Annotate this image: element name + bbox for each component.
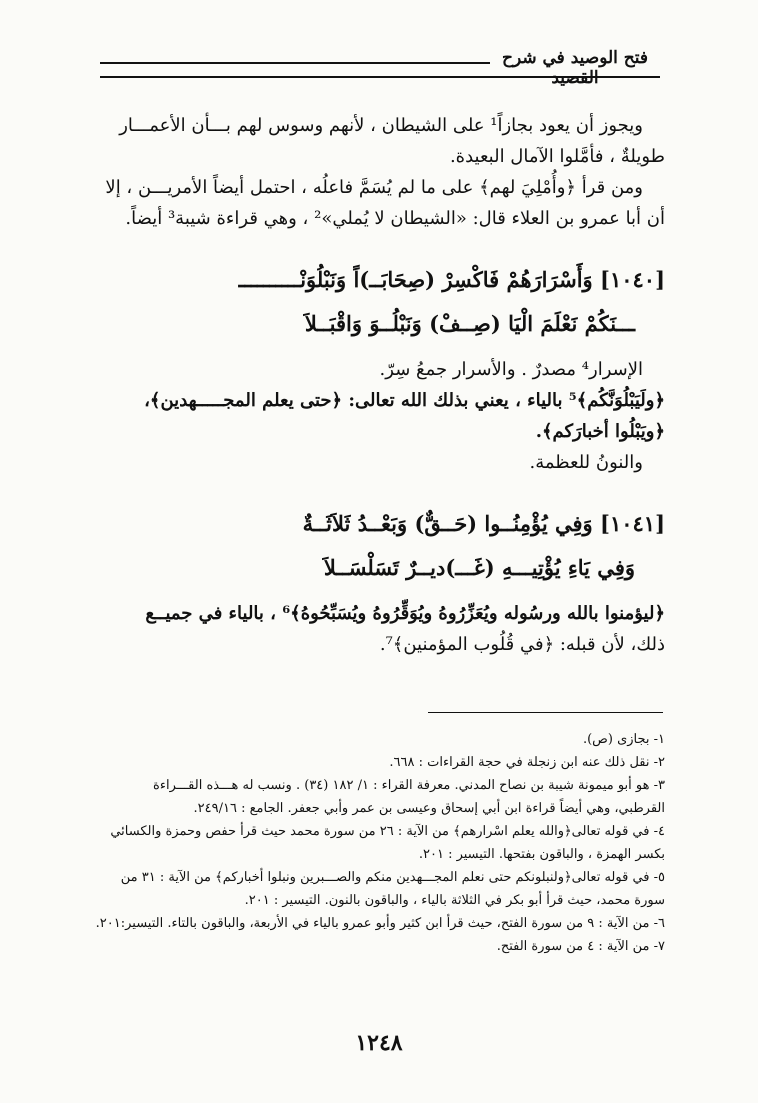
verse-1040-second-hemistich: ـــنَكُمْ نَعْلَمَ الْيَا (صِــفْ) وَنَبْلُــوَ وَاقْبَــلاَ (304, 311, 635, 336)
paragraph-line: طويلةٌ ، فأمَّلوا الآمال البعيدة. (449, 146, 665, 167)
header-rule-top (100, 62, 490, 64)
commentary-line: ذلك، لأن قبله: ﴿في قُلُوب المؤمنين﴾⁷. (379, 634, 665, 655)
verse-1040-first-hemistich: [١٠٤٠] وَأَسْرَارَهُمْ فَاكْسِرْ (صِحَابَــ)اً وَنَبْلُوَنْــــــــــ (238, 267, 665, 292)
commentary-line: والنونُ للعظمة. (529, 452, 643, 473)
footnote-line: القرطبي، وهي أيضاً قراءة ابن أبي إسحاق وعيسى بن عمر وأبي جعفر. الجامع : ٢٤٩/١٦. (193, 801, 665, 816)
footnote-line: سورة محمد، حيث قرأ أبو بكر في الثلاثة بالياء ، والباقون بالنون. التيسير : ٢٠١. (244, 893, 665, 908)
verse-1041-second-hemistich: وَفِي يَاءِ يُؤْتِيـــهِ (غَـــ)ديــرٌ تَسَلْسَــلاَ (323, 555, 635, 580)
footnote-line: بكسر الهمزة ، والباقون بفتحها. التيسير : ٢٠١. (418, 847, 665, 862)
commentary-line: ﴿ليؤمنوا بالله ورسُوله ويُعَزِّرُوهُ ويُوَقِّرُوهُ ويُسَبِّحُوهُ﴾⁶ ، بالياء في جميــع (145, 603, 665, 624)
commentary-line: ﴿ويَبْلُوا أخبارَكم﴾. (535, 421, 665, 442)
footnote-line: ٣- هو أبو ميمونة شيبة بن نصاح المدني. معرفة القراء : ١/ ١٨٢ (٣٤) . ونسب له هـــذه القـــراءة (153, 778, 665, 793)
footnote-line: ٦- من الآية : ٩ من سورة الفتح، حيث قرأ ابن كثير وأبو عمرو بالياء في الأربعة، والباقون بالتاء. التيسير:٢٠١. (95, 916, 665, 931)
paragraph-line: ومن قرأ ﴿وأُمْلِيَ لهم﴾ على ما لم يُسَمَّ فاعلُه ، احتمل أيضاً الأمريـــن ، إلا (105, 177, 643, 198)
footnote-line: ٧- من الآية : ٤ من سورة الفتح. (496, 939, 665, 954)
running-header (100, 48, 660, 88)
commentary-line: الإسرار⁴ مصدرٌ . والأسرار جمعُ سِرّ. (379, 359, 643, 380)
running-title: فتح الوصيد في شرح القصيد (501, 48, 649, 88)
paragraph-line: أن أبا عمرو بن العلاء قال: «الشيطان لا يُملي»² ، وهي قراءة شيبة³ أيضاً. (125, 208, 665, 229)
footnotes (95, 728, 665, 958)
verse-1041-first-hemistich: [١٠٤١] وَفِي يُؤْمِنُــوا (حَــقٌّ) وَبَعْــدُ ثَلاَثَــةٌ (302, 511, 665, 536)
footnote-separator (428, 712, 663, 713)
main-text (95, 110, 665, 660)
paragraph-line: ويجوز أن يعود بجازاً¹ على الشيطان ، لأنهم وسوس لهم بـــأن الأعمـــار (119, 115, 643, 136)
footnote-line: ٢- نقل ذلك عنه ابن زنجلة في حجة القراءات : ٦٦٨. (389, 755, 665, 770)
footnote-line: ٥- في قوله تعالى﴿ولنبلونكم حتى نعلم المجـــهدين منكم والصـــبرين ونبلوا أخباركم﴾ من الآية : ٣١ من (120, 870, 665, 885)
footnote-line: ١- بجازى (ص). (582, 732, 665, 747)
commentary-line: ﴿ولَيَبْلُوَنَّكُم﴾⁵ بالياء ، يعني بذلك الله تعالى: ﴿حتى يعلم المجـــــهدين﴾، (144, 390, 665, 411)
page-number: ١٢٤٨ (355, 1030, 403, 1056)
footnote-line: ٤- في قوله تعالى﴿والله يعلم اسْرارهم﴾ من الآية : ٢٦ من سورة محمد حيث قرأ حفص وحمزة والكسائي (110, 824, 665, 839)
